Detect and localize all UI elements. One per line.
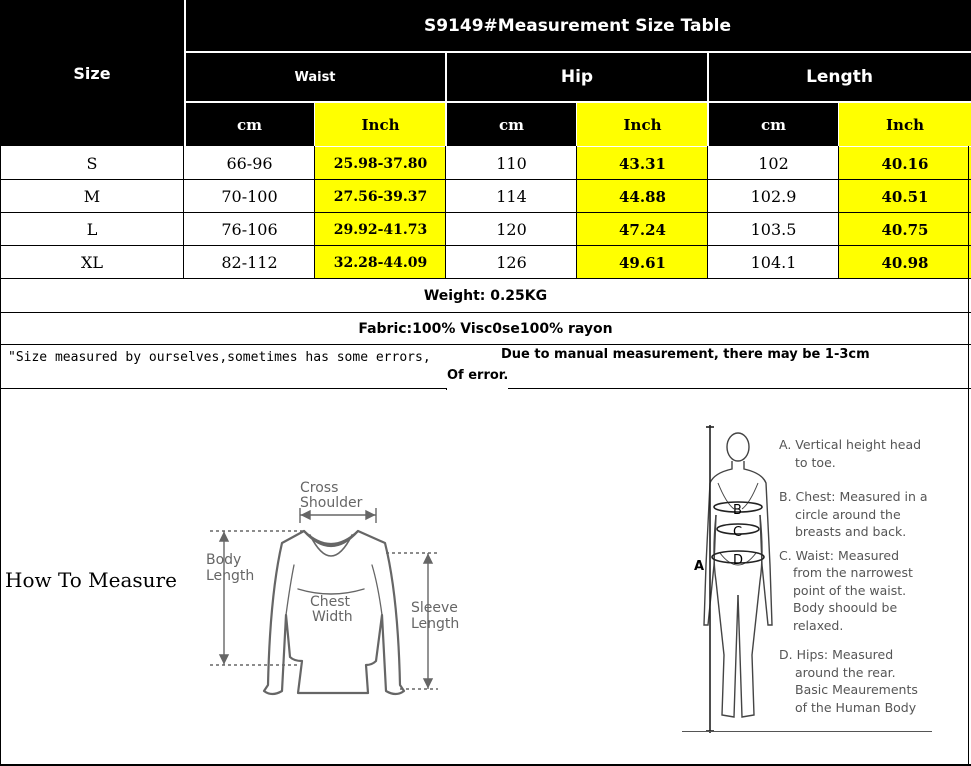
- body-length-label-2: Length: [206, 568, 255, 584]
- hip-cm-cell: 126: [496, 253, 527, 272]
- table-row: [0, 213, 971, 246]
- waist-cm-cell: 82-112: [221, 253, 278, 272]
- hip-inch-cell: 43.31: [577, 147, 708, 180]
- sleeve-length-label-2: Length: [411, 616, 460, 632]
- note-right-line2: Of error.: [447, 368, 509, 383]
- unit-length-cm: cm: [708, 103, 839, 146]
- unit-waist-cm: cm: [184, 103, 315, 146]
- hip-header: Hip: [446, 52, 708, 102]
- waist-header: Waist: [184, 52, 446, 102]
- unit-length-inch: Inch: [839, 103, 971, 146]
- table-title: S9149#Measurement Size Table: [184, 0, 971, 52]
- length-cm-cell: 102: [758, 154, 789, 173]
- table-row: [0, 147, 971, 180]
- letter-d: D: [733, 553, 744, 568]
- letter-a: A: [694, 559, 705, 574]
- table-row: [0, 246, 971, 279]
- weight-info: Weight: 0.25KG: [423, 287, 548, 304]
- unit-hip-inch: Inch: [577, 103, 708, 146]
- note-d: D. Hips: Measured around the rear. Basic Meaurements of the Human Body: [779, 647, 918, 715]
- unit-hip-cm: cm: [446, 103, 577, 146]
- hip-inch-cell: 49.61: [577, 246, 708, 279]
- length-inch-cell: 40.16: [839, 147, 971, 180]
- cross-shoulder-label-1: Cross: [300, 480, 339, 496]
- unit-waist-inch: Inch: [315, 103, 446, 146]
- note-left: "Size measured by ourselves,sometimes has some errors,: [8, 350, 431, 365]
- fabric-info: Fabric:100% Visc0se100% rayon: [358, 320, 613, 337]
- chest-width-label-1: Chest: [310, 594, 351, 610]
- note-c: C. Waist: Measured from the narrowest point of the waist. Body shoould be relaxed.: [779, 547, 913, 633]
- length-cm-cell: 103.5: [750, 220, 797, 239]
- length-inch-cell: 40.51: [839, 180, 971, 213]
- length-inch-cell: 40.75: [839, 213, 971, 246]
- waist-inch-cell: 32.28-44.09: [315, 246, 446, 279]
- how-to-measure-label: How To Measure: [5, 568, 177, 592]
- waist-inch-cell: 29.92-41.73: [315, 213, 446, 246]
- size-header: Size: [0, 0, 184, 146]
- hip-cm-cell: 114: [496, 187, 527, 206]
- length-cm-cell: 104.1: [750, 253, 797, 272]
- body-measurement-diagram: [690, 425, 790, 735]
- length-inch-cell: 40.98: [839, 246, 971, 279]
- body-notes: [779, 436, 964, 716]
- waist-cm-cell: 76-106: [221, 220, 278, 239]
- hip-cm-cell: 120: [496, 220, 527, 239]
- size-cell: L: [86, 220, 98, 239]
- note-a: A. Vertical height head to toe.: [779, 437, 922, 470]
- letter-c: C: [733, 525, 743, 540]
- note-b: B. Chest: Measured in a circle around the breasts and back.: [779, 489, 928, 539]
- sleeve-length-label-1: Sleeve: [411, 600, 458, 616]
- length-header: Length: [708, 52, 971, 102]
- size-cell: XL: [80, 253, 103, 272]
- note-right-line1: Due to manual measurement, there may be 1-3cm: [501, 347, 870, 362]
- size-cell: S: [86, 154, 98, 173]
- size-cell: M: [83, 187, 101, 206]
- hip-inch-cell: 44.88: [577, 180, 708, 213]
- waist-inch-cell: 27.56-39.37: [315, 180, 446, 213]
- hip-inch-cell: 47.24: [577, 213, 708, 246]
- garment-diagram: [200, 465, 460, 725]
- body-length-label-1: Body: [206, 552, 242, 568]
- waist-cm-cell: 66-96: [226, 154, 273, 173]
- waist-cm-cell: 70-100: [221, 187, 278, 206]
- hip-cm-cell: 110: [496, 154, 527, 173]
- cross-shoulder-label-2: Shoulder: [300, 495, 363, 511]
- letter-b: B: [733, 503, 742, 518]
- waist-inch-cell: 25.98-37.80: [315, 147, 446, 180]
- chest-width-label-2: Width: [312, 609, 353, 625]
- length-cm-cell: 102.9: [750, 187, 797, 206]
- table-row: [0, 180, 971, 213]
